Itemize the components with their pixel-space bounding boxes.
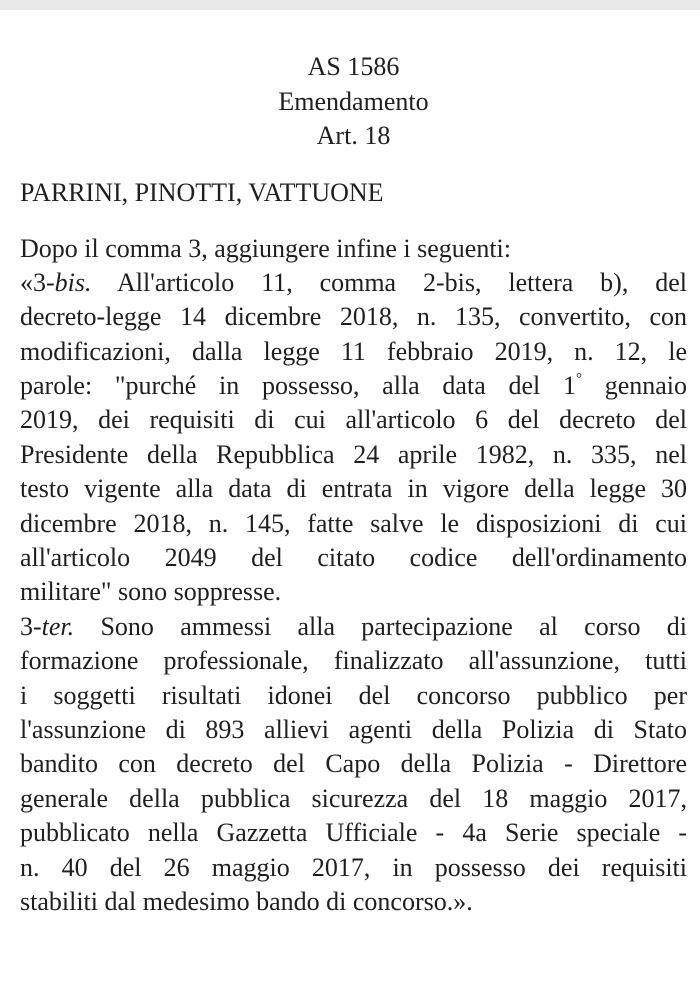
body-line: modificazioni, dalla legge 11 febbraio 2019, n. 12, le xyxy=(20,336,687,366)
article-reference: Art. 18 xyxy=(316,121,391,150)
body-line: generale della pubblica sicurezza del 18 maggio 2017, xyxy=(20,783,687,813)
body-line: all'articolo 2049 del citato codice dell'ordinamento xyxy=(20,543,687,573)
body-line: l'assunzione di 893 allievi agenti della Polizia di Stato xyxy=(20,715,687,744)
body-line: militare" sono soppresse. xyxy=(20,577,282,607)
authors-line: PARRINI, PINOTTI, VATTUONE xyxy=(20,177,384,207)
body-line: testo vigente alla data di entrata in vigore della legge 30 xyxy=(20,474,687,504)
document-type: Emendamento xyxy=(278,86,429,116)
document-page xyxy=(20,50,687,919)
body-line: pubblicato nella Gazzetta Ufficiale - 4a Serie speciale - xyxy=(20,818,687,848)
body-line: dicembre 2018, n. 145, fatte salve le disposizioni di cui xyxy=(20,508,687,538)
body-line: n. 40 del 26 maggio 2017, in possesso dei requisiti xyxy=(20,852,687,882)
body-line: 2019, dei requisiti di cui all'articolo 6 del decreto del xyxy=(20,405,687,435)
body-line: formazione professionale, finalizzato all'assunzione, tutti xyxy=(20,646,687,676)
amendment-body xyxy=(20,232,687,920)
body-line: decreto-legge 14 dicembre 2018, n. 135, convertito, con xyxy=(20,302,687,332)
body-line: stabiliti dal medesimo bando di concorso.». xyxy=(20,886,473,916)
document-header xyxy=(20,50,687,154)
body-line: parole: "purché in possesso, alla data del 1° gennaio xyxy=(20,371,687,401)
body-line: Presidente della Repubblica 24 aprile 1982, n. 335, nel xyxy=(20,439,687,469)
bill-number: AS 1586 xyxy=(307,52,400,81)
body-line: i soggetti risultati idonei del concorso pubblico per xyxy=(20,680,687,710)
body-line: «3-bis. All'articolo 11, comma 2-bis, lettera b), del xyxy=(20,267,687,297)
body-line: bandito con decreto del Capo della Polizia - Direttore xyxy=(20,749,687,779)
body-line: Dopo il comma 3, aggiungere infine i seguenti: xyxy=(20,233,511,263)
screenshot-top-band xyxy=(0,0,700,10)
body-line: 3-ter. Sono ammessi alla partecipazione al corso di xyxy=(20,611,687,641)
